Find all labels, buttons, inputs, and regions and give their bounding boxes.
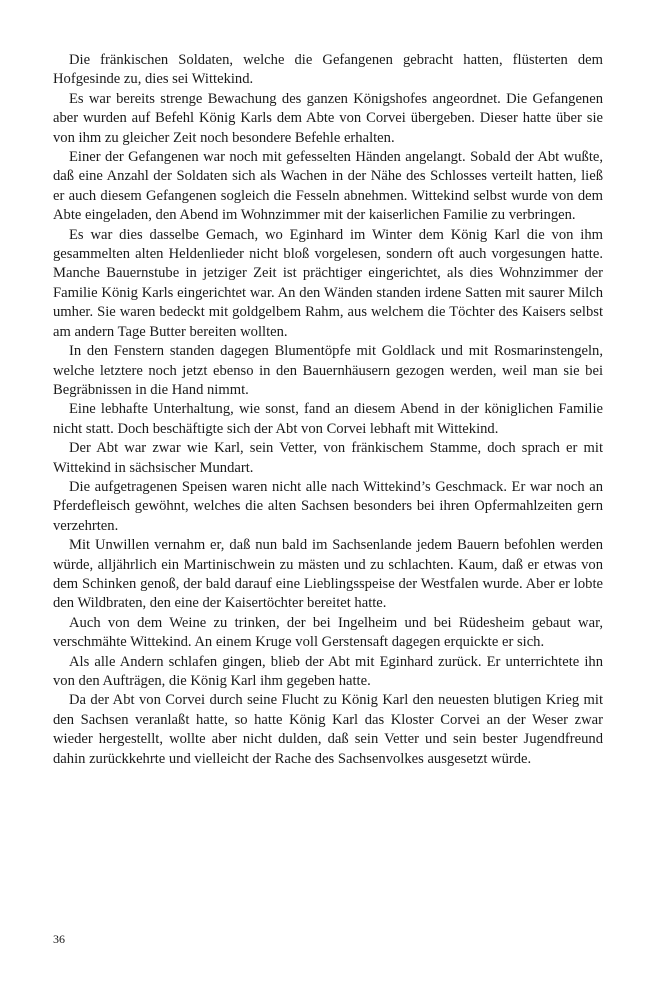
page-body <box>53 51 603 769</box>
paragraph: Da der Abt von Corvei durch seine Flucht zu König Karl den neuesten blutigen Krieg mit den Sachsen veranlaßt hatte, so hatte König Karl das Kloster Corvei an der Weser zwar wieder hergestellt, wollte aber nicht dulden, daß sein Vetter und sein bester Jugendfreund dahin zurückkehrte und vielleicht der Rache des Sachsenvolkes ausgesetzt würde. <box>53 692 603 767</box>
paragraph: Eine lebhafte Unterhaltung, wie sonst, fand an diesem Abend in der königlichen Familie nicht statt. Doch beschäftigte sich der Abt von Corvei lebhaft mit Wittekind. <box>53 401 603 437</box>
paragraph: Es war dies dasselbe Gemach, wo Eginhard im Winter dem König Karl die von ihm gesammelten alten Heldenlieder nicht bloß vorgelesen, sondern oft auch vorgesungen hatte. Manche Bauernstube in jetziger Zeit ist prächtiger eingerichtet, als dies Wohnzimmer der Familie König Karls eingerichtet war. An den Wänden standen irdene Satten mit saurer Milch umher. Sie waren bedeckt mit goldgelbem Rahm, aus welchem die Töchter des Kaisers selbst am andern Tage Butter bereiten wollten. <box>53 226 603 340</box>
paragraph: In den Fenstern standen dagegen Blumentöpfe mit Goldlack und mit Rosmarinstengeln, welche letztere noch jetzt ebenso in den Bauernhäusern gezogen werden, weil man sie bei Begräbnissen in die Hand nimmt. <box>53 343 603 398</box>
paragraph: Auch von dem Weine zu trinken, der bei Ingelheim und bei Rüdesheim gebaut war, verschmähte Wittekind. An einem Kruge voll Gerstensaft dagegen erquickte er sich. <box>53 614 603 651</box>
paragraph: Die fränkischen Soldaten, welche die Gefangenen gebracht hatten, flüsterten dem Hofgesinde zu, dies sei Wittekind. <box>53 52 603 88</box>
paragraph: Es war bereits strenge Bewachung des ganzen Königshofes angeordnet. Die Gefangenen aber wurden auf Befehl König Karls dem Abte von Corvei übergeben. Dieser hatte über sie von ihm zu gleicher Zeit noch besondere Befehle erhalten. <box>53 90 603 146</box>
paragraph: Der Abt war zwar wie Karl, sein Vetter, von fränkischem Stamme, doch sprach er mit Wittekind in sächsischer Mundart. <box>53 440 603 476</box>
paragraph: Einer der Gefangenen war noch mit gefesselten Händen angelangt. Sobald der Abt wußte, daß eine Anzahl der Soldaten sich als Wachen in der Nähe des Schlosses verteilt hatten, ließ er auch diesem Gefangenen sogleich die Fesseln abnehmen. Wittekind selbst wurde von dem Abte eingeladen, den Abend im Wohnzimmer mit der kaiserlichen Familie zu verbringen. <box>53 149 603 224</box>
paragraph: Die aufgetragenen Speisen waren nicht alle nach Wittekind’s Geschmack. Er war noch an Pferdefleisch gewöhnt, welches die alten Sachsen besonders bei ihren Opfermahlzeiten gern verzehrten. <box>53 478 603 534</box>
paragraph: Mit Unwillen vernahm er, daß nun bald im Sachsenlande jedem Bauern befohlen werden würde, alljährlich ein Martinischwein zu mästen und zu schlachten. Kaum, daß er etwas von dem Schinken genoß, der bald darauf eine Lieblingsspeise der Westfalen wurde. Aber er lobte den Wildbraten, den eine der Kaisertöchter bereitet hatte. <box>53 537 603 612</box>
page-number: 36 <box>53 932 65 946</box>
paragraph: Als alle Andern schlafen gingen, blieb der Abt mit Eginhard zurück. Er unterrichtete ihn von den Aufträgen, die König Karl ihm gegeben hatte. <box>53 653 603 689</box>
